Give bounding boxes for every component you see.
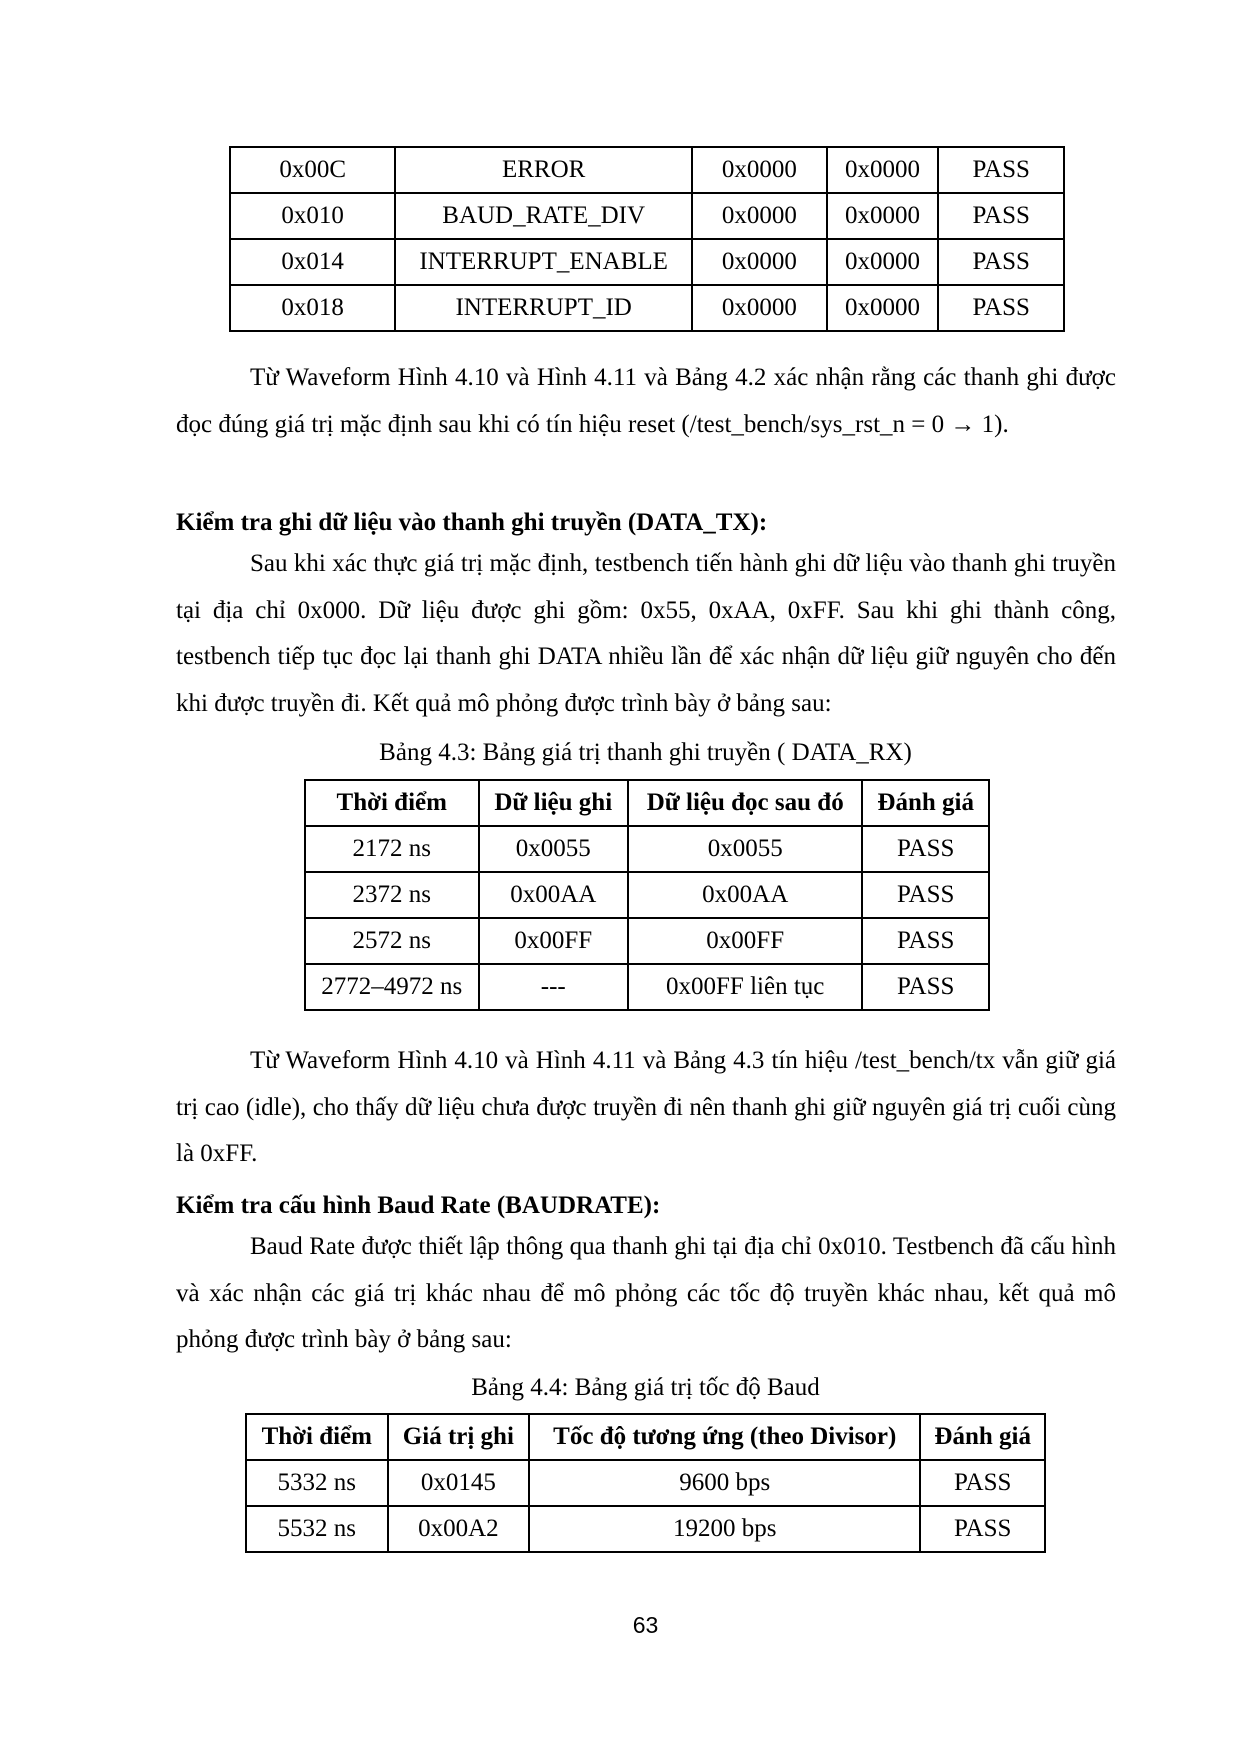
table-cell: 0x0055 — [628, 826, 862, 872]
table-cell: 0x0000 — [692, 239, 827, 285]
column-header: Đánh giá — [862, 780, 989, 826]
table-row — [230, 193, 1064, 239]
table-header-row — [246, 1414, 1045, 1460]
table-cell: --- — [479, 964, 629, 1010]
paragraph-baudrate-description: Baud Rate được thiết lập thông qua thanh ghi tại địa chỉ 0x010. Testbench đã cấu hình và xác nhận các giá trị khác nhau để mô phỏng các tốc độ truyền khác nhau, kết quả mô phỏng được trình bày ở bảng sau: — [176, 1233, 1116, 1353]
table-caption-4-4: Bảng 4.4: Bảng giá trị tốc độ Baud — [471, 1374, 820, 1401]
table-cell: 0x0000 — [827, 239, 939, 285]
table-cell: PASS — [862, 964, 989, 1010]
table-cell: 0x0000 — [827, 147, 939, 193]
table-cell: 5532 ns — [246, 1506, 388, 1552]
table-cell: 19200 bps — [529, 1506, 920, 1552]
table-cell: PASS — [938, 285, 1064, 331]
table-cell: 0x018 — [230, 285, 395, 331]
paragraph-tx-idle: Từ Waveform Hình 4.10 và Hình 4.11 và Bảng 4.3 tín hiệu /test_bench/tx vẫn giữ giá trị cao (idle), cho thấy dữ liệu chưa được truyền đi nên thanh ghi giữ nguyên giá trị cuối cùng là 0xFF. — [176, 1047, 1116, 1167]
table-cell: 2772–4972 ns — [305, 964, 479, 1010]
table-cell: 0x0000 — [827, 193, 939, 239]
table-cell: INTERRUPT_ENABLE — [395, 239, 692, 285]
table-cell: 0x0145 — [388, 1460, 530, 1506]
table-cell: ERROR — [395, 147, 692, 193]
table-row — [230, 285, 1064, 331]
table-cell: 5332 ns — [246, 1460, 388, 1506]
data-tx-table — [304, 779, 990, 1011]
column-header: Dữ liệu ghi — [479, 780, 629, 826]
section-heading-data-tx: Kiểm tra ghi dữ liệu vào thanh ghi truyền (DATA_TX): — [176, 509, 768, 536]
table-cell: PASS — [920, 1506, 1045, 1552]
column-header: Đánh giá — [920, 1414, 1045, 1460]
page-number: 63 — [632, 1612, 659, 1638]
table-row — [305, 918, 989, 964]
table-row — [305, 872, 989, 918]
table-cell: 2372 ns — [305, 872, 479, 918]
table-cell: PASS — [920, 1460, 1045, 1506]
table-row — [230, 239, 1064, 285]
table-row — [246, 1506, 1045, 1552]
table-row — [230, 147, 1064, 193]
column-header: Giá trị ghi — [388, 1414, 530, 1460]
table-cell: 0x0000 — [692, 193, 827, 239]
table-cell: 0x010 — [230, 193, 395, 239]
table-cell: PASS — [938, 239, 1064, 285]
table-cell: 2572 ns — [305, 918, 479, 964]
paragraph-reset-verification: Từ Waveform Hình 4.10 và Hình 4.11 và Bảng 4.2 xác nhận rằng các thanh ghi được đọc đúng giá trị mặc định sau khi có tín hiệu reset (/test_bench/sys_rst_n = 0 → 1). — [176, 364, 1116, 438]
table-cell: 9600 bps — [529, 1460, 920, 1506]
table-cell: 0x00FF — [628, 918, 862, 964]
paragraph-data-tx-description: Sau khi xác thực giá trị mặc định, testbench tiến hành ghi dữ liệu vào thanh ghi truyền tại địa chỉ 0x000. Dữ liệu được ghi gồm: 0x55, 0xAA, 0xFF. Sau khi ghi thành công, testbench tiếp tục đọc lại thanh ghi DATA nhiều lần để xác nhận dữ liệu giữ nguyên cho đến khi được truyền đi. Kết quả mô phỏng được trình bày ở bảng sau: — [176, 550, 1116, 717]
table-cell: PASS — [938, 193, 1064, 239]
table-row — [305, 826, 989, 872]
table-cell: PASS — [862, 872, 989, 918]
table-cell: BAUD_RATE_DIV — [395, 193, 692, 239]
table-cell: 0x00FF liên tục — [628, 964, 862, 1010]
table-cell: 0x00AA — [479, 872, 629, 918]
table-header-row — [305, 780, 989, 826]
section-heading-baudrate: Kiểm tra cấu hình Baud Rate (BAUDRATE): — [176, 1192, 661, 1219]
table-caption-4-3: Bảng 4.3: Bảng giá trị thanh ghi truyền ( DATA_RX) — [379, 739, 912, 766]
table-cell: 0x00A2 — [388, 1506, 530, 1552]
column-header: Thời điểm — [246, 1414, 388, 1460]
column-header: Thời điểm — [305, 780, 479, 826]
table-cell: 0x0000 — [692, 147, 827, 193]
table-cell: 0x0055 — [479, 826, 629, 872]
table-cell: INTERRUPT_ID — [395, 285, 692, 331]
baud-rate-table — [245, 1413, 1046, 1553]
column-header: Tốc độ tương ứng (theo Divisor) — [529, 1414, 920, 1460]
table-row — [246, 1460, 1045, 1506]
table-cell: PASS — [862, 918, 989, 964]
table-cell: PASS — [862, 826, 989, 872]
table-cell: 0x00FF — [479, 918, 629, 964]
table-cell: 0x00AA — [628, 872, 862, 918]
table-cell: 0x00C — [230, 147, 395, 193]
table-cell: 0x0000 — [827, 285, 939, 331]
table-row — [305, 964, 989, 1010]
table-cell: 0x014 — [230, 239, 395, 285]
table-cell: 2172 ns — [305, 826, 479, 872]
column-header: Dữ liệu đọc sau đó — [628, 780, 862, 826]
table-cell: 0x0000 — [692, 285, 827, 331]
table-cell: PASS — [938, 147, 1064, 193]
register-default-table — [229, 146, 1065, 332]
